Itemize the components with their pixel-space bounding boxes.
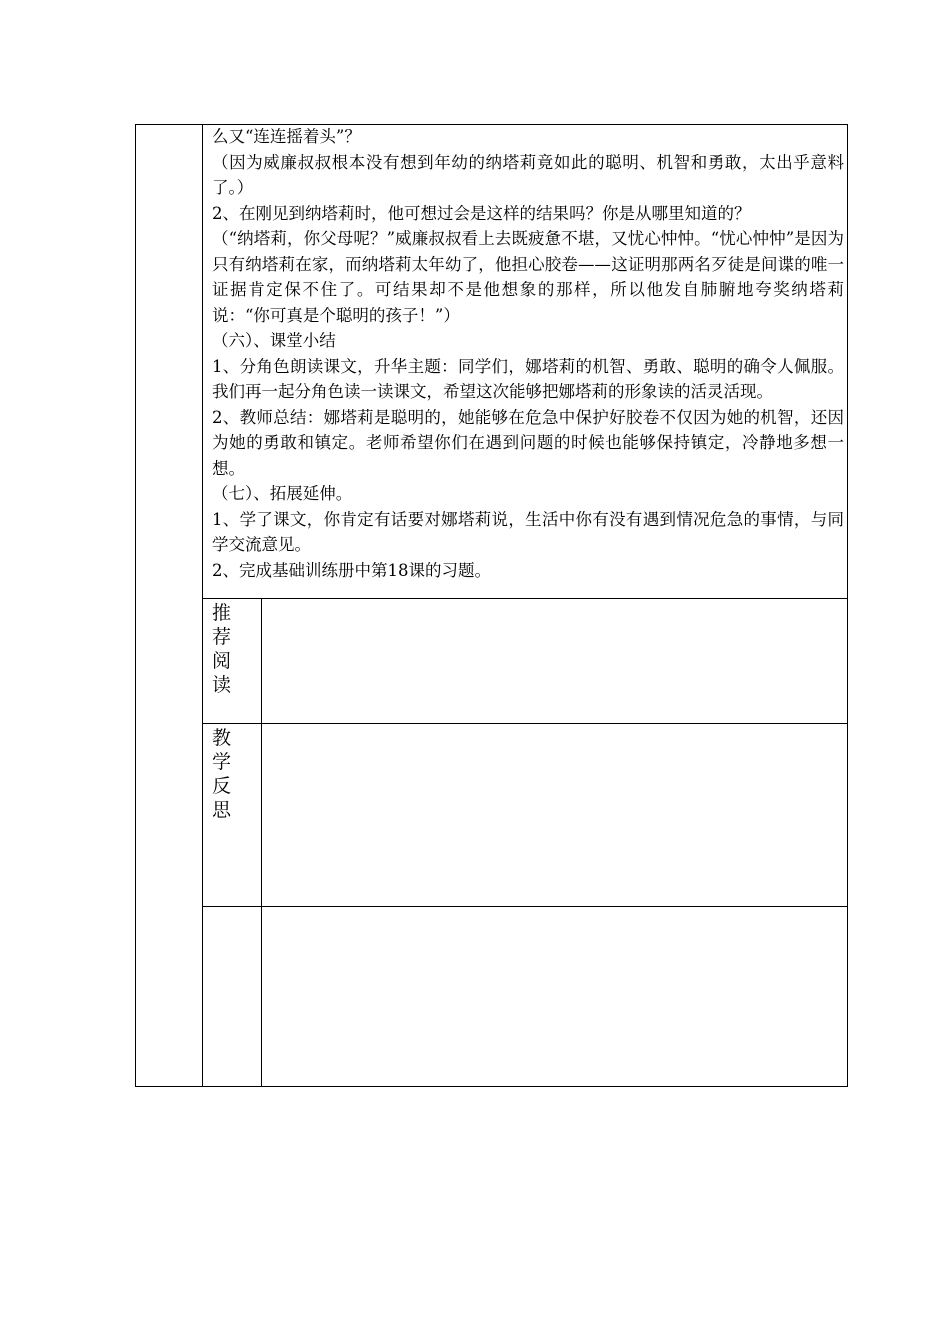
paragraph: 么又“连连摇着头”？ xyxy=(212,127,361,146)
paragraph: 2、在刚见到纳塔莉时，他可想过会是这样的结果吗？你是从哪里知道的？ xyxy=(212,203,751,223)
column-divider-label xyxy=(261,598,262,1087)
row-divider-3 xyxy=(202,906,848,907)
teaching-reflection-label: 教学反思 xyxy=(212,727,232,821)
row-divider-2 xyxy=(202,723,848,724)
paragraph: 2、完成基础训练册中第18课的习题。 xyxy=(212,560,491,580)
paragraph: 1、学了课文，你肯定有话要对娜塔莉说，生活中你有没有遇到情况危急的事情，与同学交流意见。 xyxy=(212,509,844,554)
recommended-reading-label: 推荐阅读 xyxy=(212,602,232,696)
section-heading: （七）、拓展延伸。 xyxy=(212,484,353,503)
column-divider-left xyxy=(202,124,203,1087)
section-heading: （六）、课堂小结 xyxy=(212,331,336,350)
paragraph: 1、分角色朗读课文，升华主题：同学们，娜塔莉的机智、勇敢、聪明的确令人佩服。我们再一起分角色读一读课文，希望这次能够把娜塔莉的形象读的活灵活现。 xyxy=(212,356,844,401)
row-divider-1 xyxy=(202,598,848,599)
paragraph: （“纳塔莉，你父母呢？”威廉叔叔看上去既疲惫不堪，又忧心忡忡。“忧心忡忡”是因为只有纳塔莉在家，而纳塔莉太年幼了，他担心胶卷——这证明那两名歹徒是间谍的唯一证据肯定保不住了。可结果却不是他想象的那样，所以他发自肺腑地夸奖纳塔莉说：“你可真是个聪明的孩子！”） xyxy=(212,229,844,325)
paragraph: 2、教师总结：娜塔莉是聪明的，她能够在危急中保护好胶卷不仅因为她的机智，还因为她的勇敢和镇定。老师希望你们在遇到问题的时候也能够保持镇定，冷静地多想一想。 xyxy=(212,407,844,478)
lesson-content xyxy=(212,124,844,583)
paragraph: （因为威廉叔叔根本没有想到年幼的纳塔莉竟如此的聪明、机智和勇敢，太出乎意料了。） xyxy=(212,152,844,197)
